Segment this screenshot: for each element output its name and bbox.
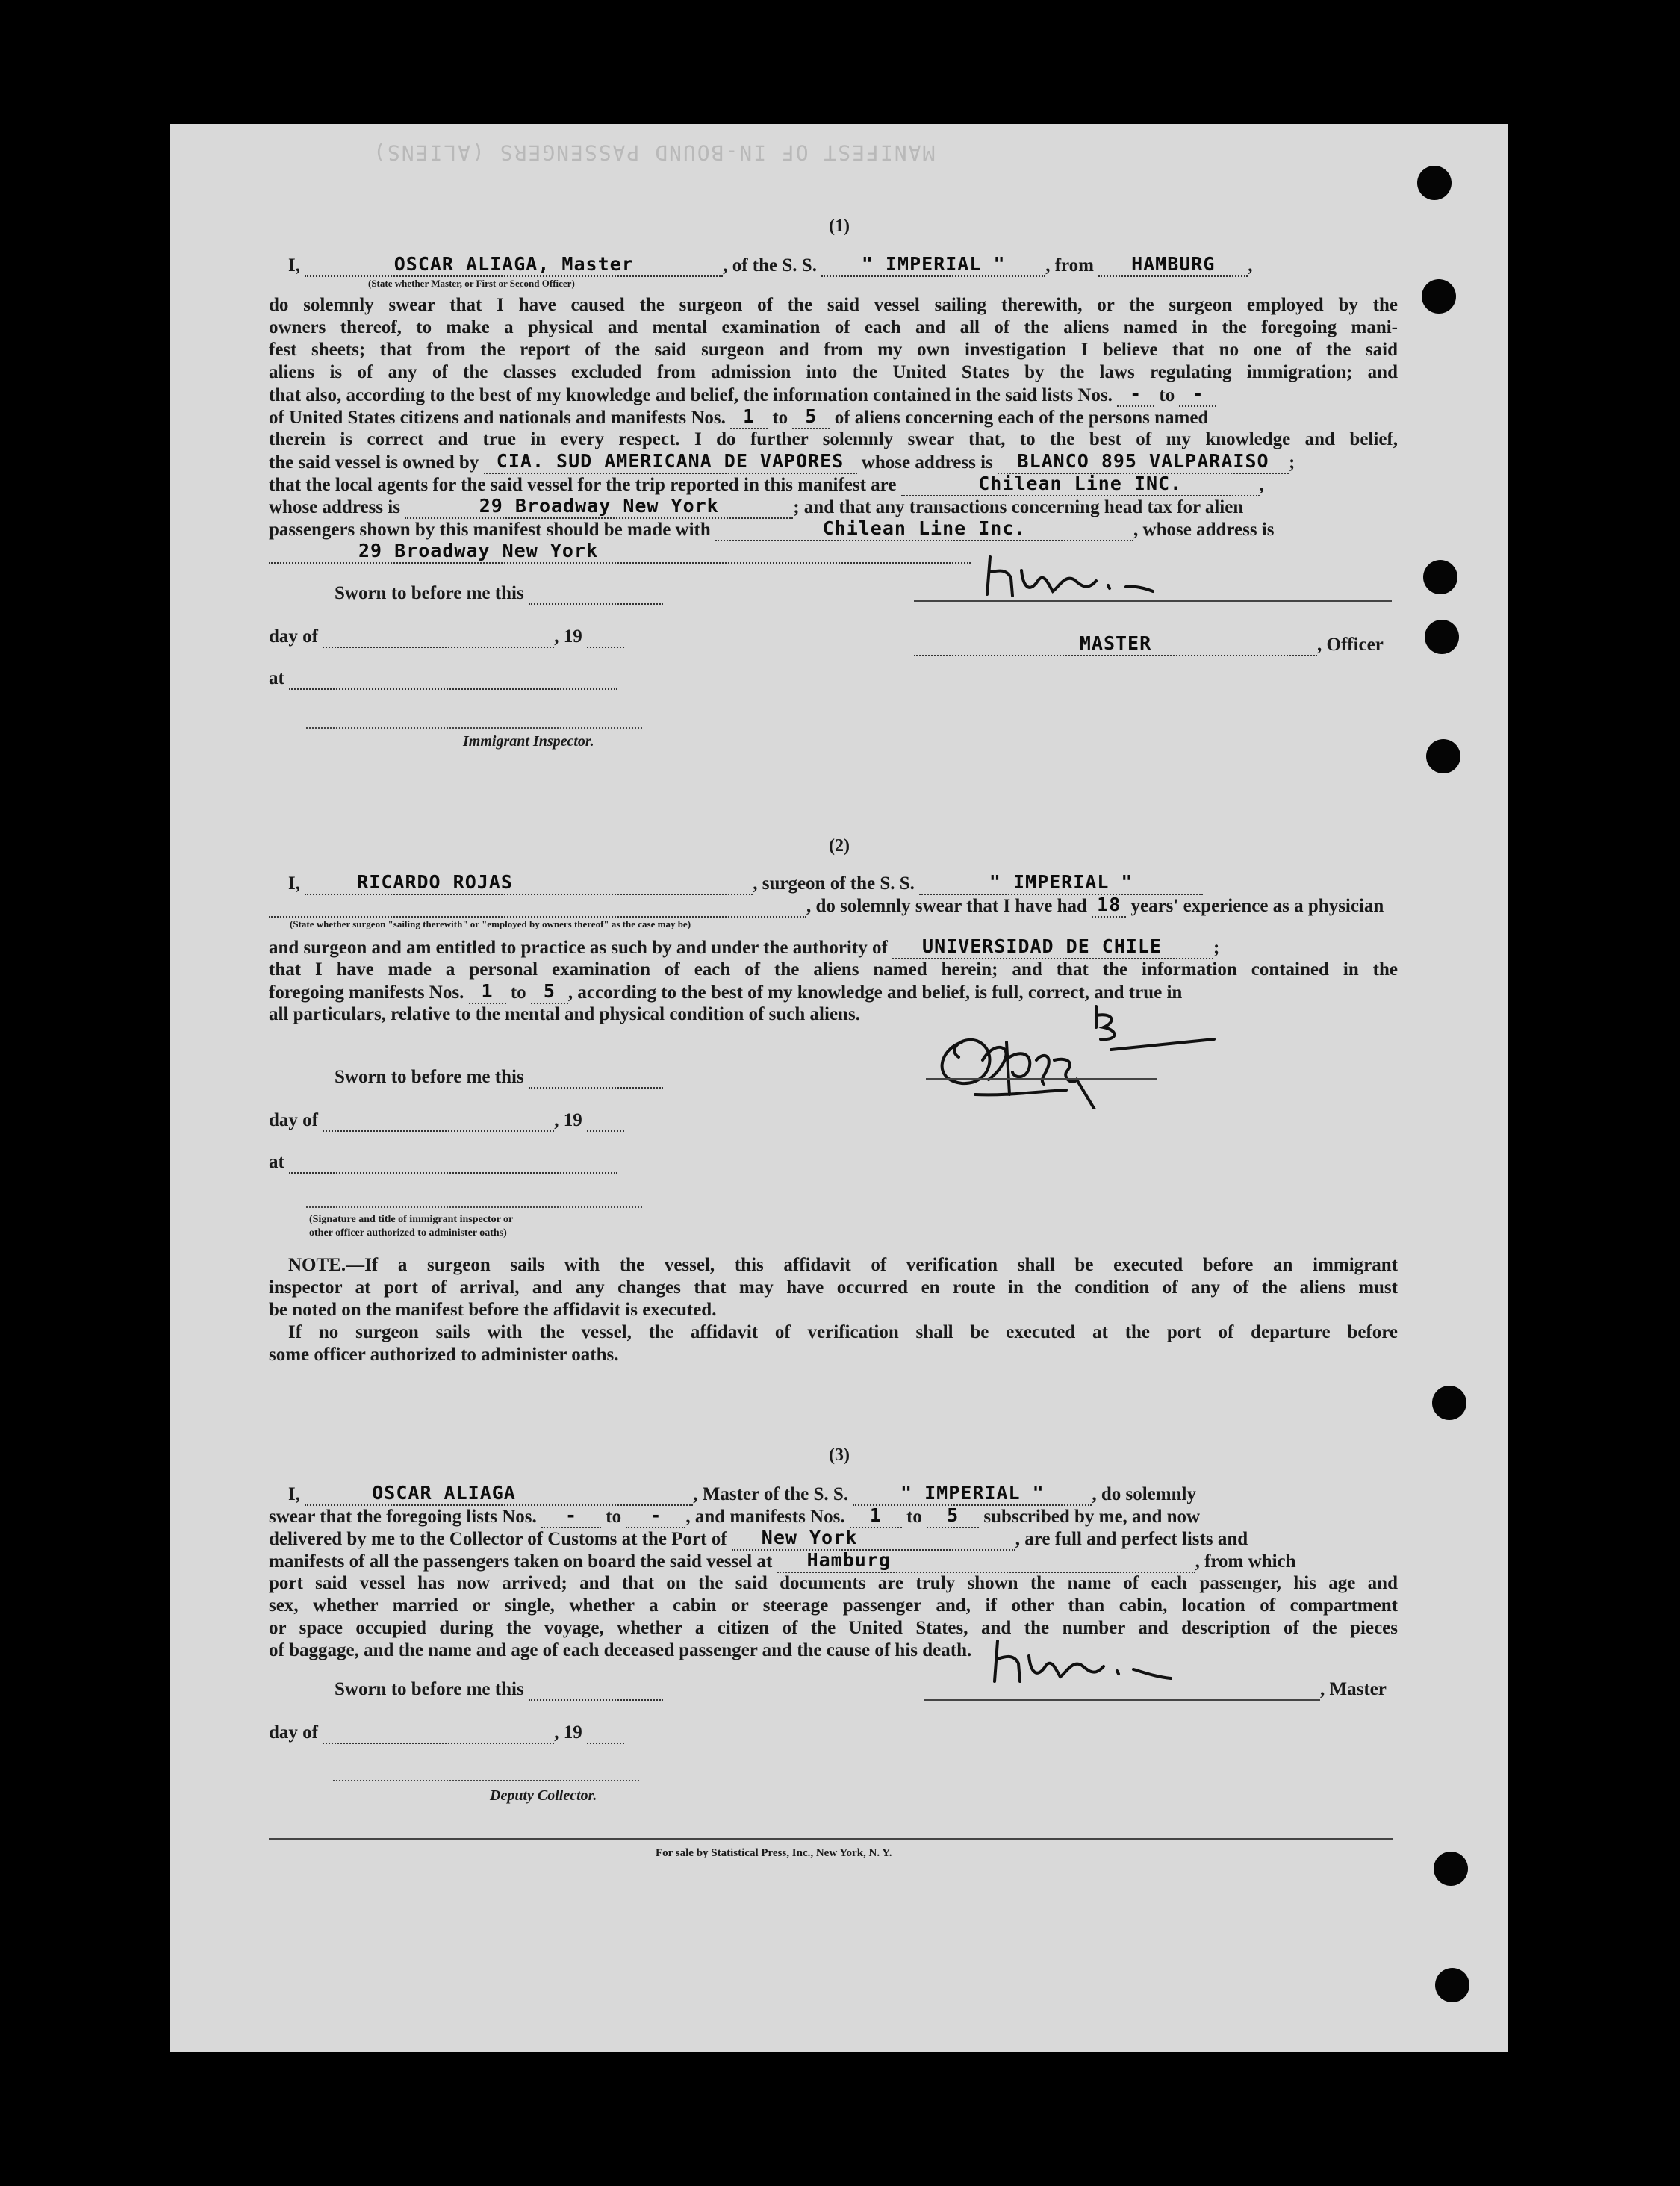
section-1-line-12: passengers shown by this manifest should be made with Chilean Line Inc. , whose address is [269,517,1275,540]
punch-hole [1426,739,1460,773]
surgeon-name-field: RICARDO ROJAS [305,872,753,895]
section-2-line-4: that I have made a personal examination of each of the aliens named herein; and that the information contained in the [269,959,1398,980]
section-3-day: day of , 19 [269,1722,1389,1744]
faint-header: MANIFEST OF IN-BOUND PASSENGERS (ALIENS) [372,140,936,165]
punch-hole [1425,620,1459,654]
note-line-2: inspector at port of arrival, and any changes that may have occurred en route in the condition of any of the aliens must [269,1277,1398,1298]
section-1-line-2: do solemnly swear that I have caused the surgeon of the said vessel sailing therewith, or the surgeon employed by the [269,295,1398,315]
agents-address-field: 29 Broadway New York [405,496,793,519]
section-1-line-9: the said vessel is owned by CIA. SUD AMERICANA DE VAPORES whose address is BLANCO 895 VALPARAISO ; [269,450,1295,473]
vessel-field-3: " IMPERIAL " [853,1483,1092,1506]
tax-address-field: 29 Broadway New York [269,541,971,564]
punch-hole [1432,1386,1466,1420]
immigrant-inspector-caption: Immigrant Inspector. [463,733,594,750]
officer-line: MASTER , Officer [914,633,1422,656]
section-1-line-10: that the local agents for the said vessel for the trip reported in this manifest are Chilean Line INC. , [269,473,1264,495]
inspector-caption-line-1: (Signature and title of immigrant inspector or [309,1214,514,1225]
section-2-number: (2) [829,836,850,856]
rank-hint: (State whether Master, or First or Second Officer) [368,278,575,289]
note-line-1: NOTE.—If a surgeon sails with the vessel, this affidavit of verification shall be executed before an immigrant [288,1255,1398,1275]
master-name-field-3: OSCAR ALIAGA [305,1483,693,1506]
section-3-line-2: swear that the foregoing lists Nos. - to - , and manifests Nos. 1 to 5 subscribed by me, and now [269,1504,1201,1527]
surgeon-hint: (State whether surgeon "sailing therewith" or "employed by owners thereof" as the case may be) [290,918,691,929]
section-1-line-8: therein is correct and true in every respect. I do further solemnly swear that, to the best of my knowledge and belief, [269,429,1398,449]
master-line: , Master [924,1678,1432,1701]
departure-port-field-3: Hamburg [777,1550,1195,1573]
master-signature [977,542,1365,609]
master-name-field: OSCAR ALIAGA, Master [305,254,723,277]
section-1-line-11: whose address is 29 Broadway New York ; and that any transactions concerning head tax for alien [269,495,1244,517]
vessel-field-2: " IMPERIAL " [919,872,1203,895]
section-3-line-8: of baggage, and the name and age of each deceased passenger and the cause of his death. [269,1640,972,1660]
section-1-line-6: that also, according to the best of my knowledge and belief, the information contained in the said lists Nos. - to - [269,384,1389,407]
note-line-4: If no surgeon sails with the vessel, the affidavit of verification shall be executed at the port of departure before [288,1322,1398,1342]
section-1-at: at [269,667,1389,690]
section-3-line-6: sex, whether married or single, whether a cabin or steerage passenger and, if other than cabin, location of compartment [269,1595,1398,1616]
owner-field: CIA. SUD AMERICANA DE VAPORES [484,451,857,474]
arrival-port-field: New York [732,1528,1015,1551]
section-2-line-2: , do solemnly swear that I have had 18 years' experience as a physician [269,894,1389,918]
section-1-number: (1) [829,217,850,236]
section-1-line-5: aliens is of any of the classes excluded from admission into the United States by the laws regulating immigration; and [269,362,1398,382]
section-2-line-6: all particulars, relative to the mental and physical condition of such aliens. [269,1004,860,1024]
section-1-sworn: Sworn to before me this [335,582,1455,605]
section-2-line-5: foregoing manifests Nos. 1 to 5 , according to the best of my knowledge and belief, is full, correct, and true in [269,980,1183,1003]
section-3-number: (3) [829,1445,850,1465]
section-1-line-1: I, OSCAR ALIAGA, Master , of the S. S. " IMPERIAL " , from HAMBURG , [288,253,1253,275]
deputy-collector-caption: Deputy Collector. [490,1787,597,1804]
section-2-at: at [269,1151,1389,1174]
note-line-3: be noted on the manifest before the affidavit is executed. [269,1300,717,1320]
departure-port-field: HAMBURG [1098,254,1248,277]
section-1-line-3: owners thereof, to make a physical and mental examination of each and all of the aliens named in the foregoing mani- [269,317,1398,337]
inspector-caption-line-2: other officer authorized to administer oaths) [309,1227,507,1239]
section-2-line-1: I, RICARDO ROJAS , surgeon of the S. S. " IMPERIAL " [288,872,1408,895]
punch-hole [1417,166,1452,200]
section-3-line-1: I, OSCAR ALIAGA , Master of the S. S. " IMPERIAL " , do solemnly [288,1482,1196,1504]
note-line-5: some officer authorized to administer oaths. [269,1345,619,1365]
section-3-line-7: or space occupied during the voyage, whether a citizen of the United States, and the number and description of the pieces [269,1618,1398,1638]
section-1-line-7: of United States citizens and nationals and manifests Nos. 1 to 5 of aliens concerning each of the persons named [269,405,1209,428]
section-3-line-4: manifests of all the passengers taken on board the said vessel at Hamburg , from which [269,1549,1296,1572]
agents-field: Chilean Line INC. [901,473,1260,496]
punch-hole [1422,279,1456,314]
vessel-field: " IMPERIAL " [821,254,1045,277]
manifest-page [170,124,1508,2052]
section-3-line-3: delivered by me to the Collector of Customs at the Port of New York , are full and perfect lists and [269,1527,1248,1549]
surgeon-signature [917,997,1335,1109]
section-2-sworn: Sworn to before me this [335,1066,1455,1089]
printer-footer: For sale by Statistical Press, Inc., New York, N. Y. [656,1847,892,1859]
section-2-day: day of , 19 [269,1109,1389,1132]
authority-field: UNIVERSIDAD DE CHILE [892,936,1213,959]
section-1-day: day of , 19 [269,626,1389,648]
punch-hole [1434,1852,1468,1886]
section-3-sworn: Sworn to before me this [335,1678,1455,1701]
tax-agent-field: Chilean Line Inc. [715,518,1133,541]
section-1-line-4: fest sheets; that from the report of the said surgeon and from my own investigation I believe that no one of the said [269,340,1398,360]
section-3-line-5: port said vessel has now arrived; and that on the said documents are truly shown the name of each passenger, his age and [269,1573,1398,1593]
punch-hole [1435,1968,1469,2002]
section-2-line-3: and surgeon and am entitled to practice as such by and under the authority of UNIVERSIDAD DE CHILE ; [269,935,1220,958]
punch-hole [1423,560,1457,594]
owner-address-field: BLANCO 895 VALPARAISO [998,451,1289,474]
